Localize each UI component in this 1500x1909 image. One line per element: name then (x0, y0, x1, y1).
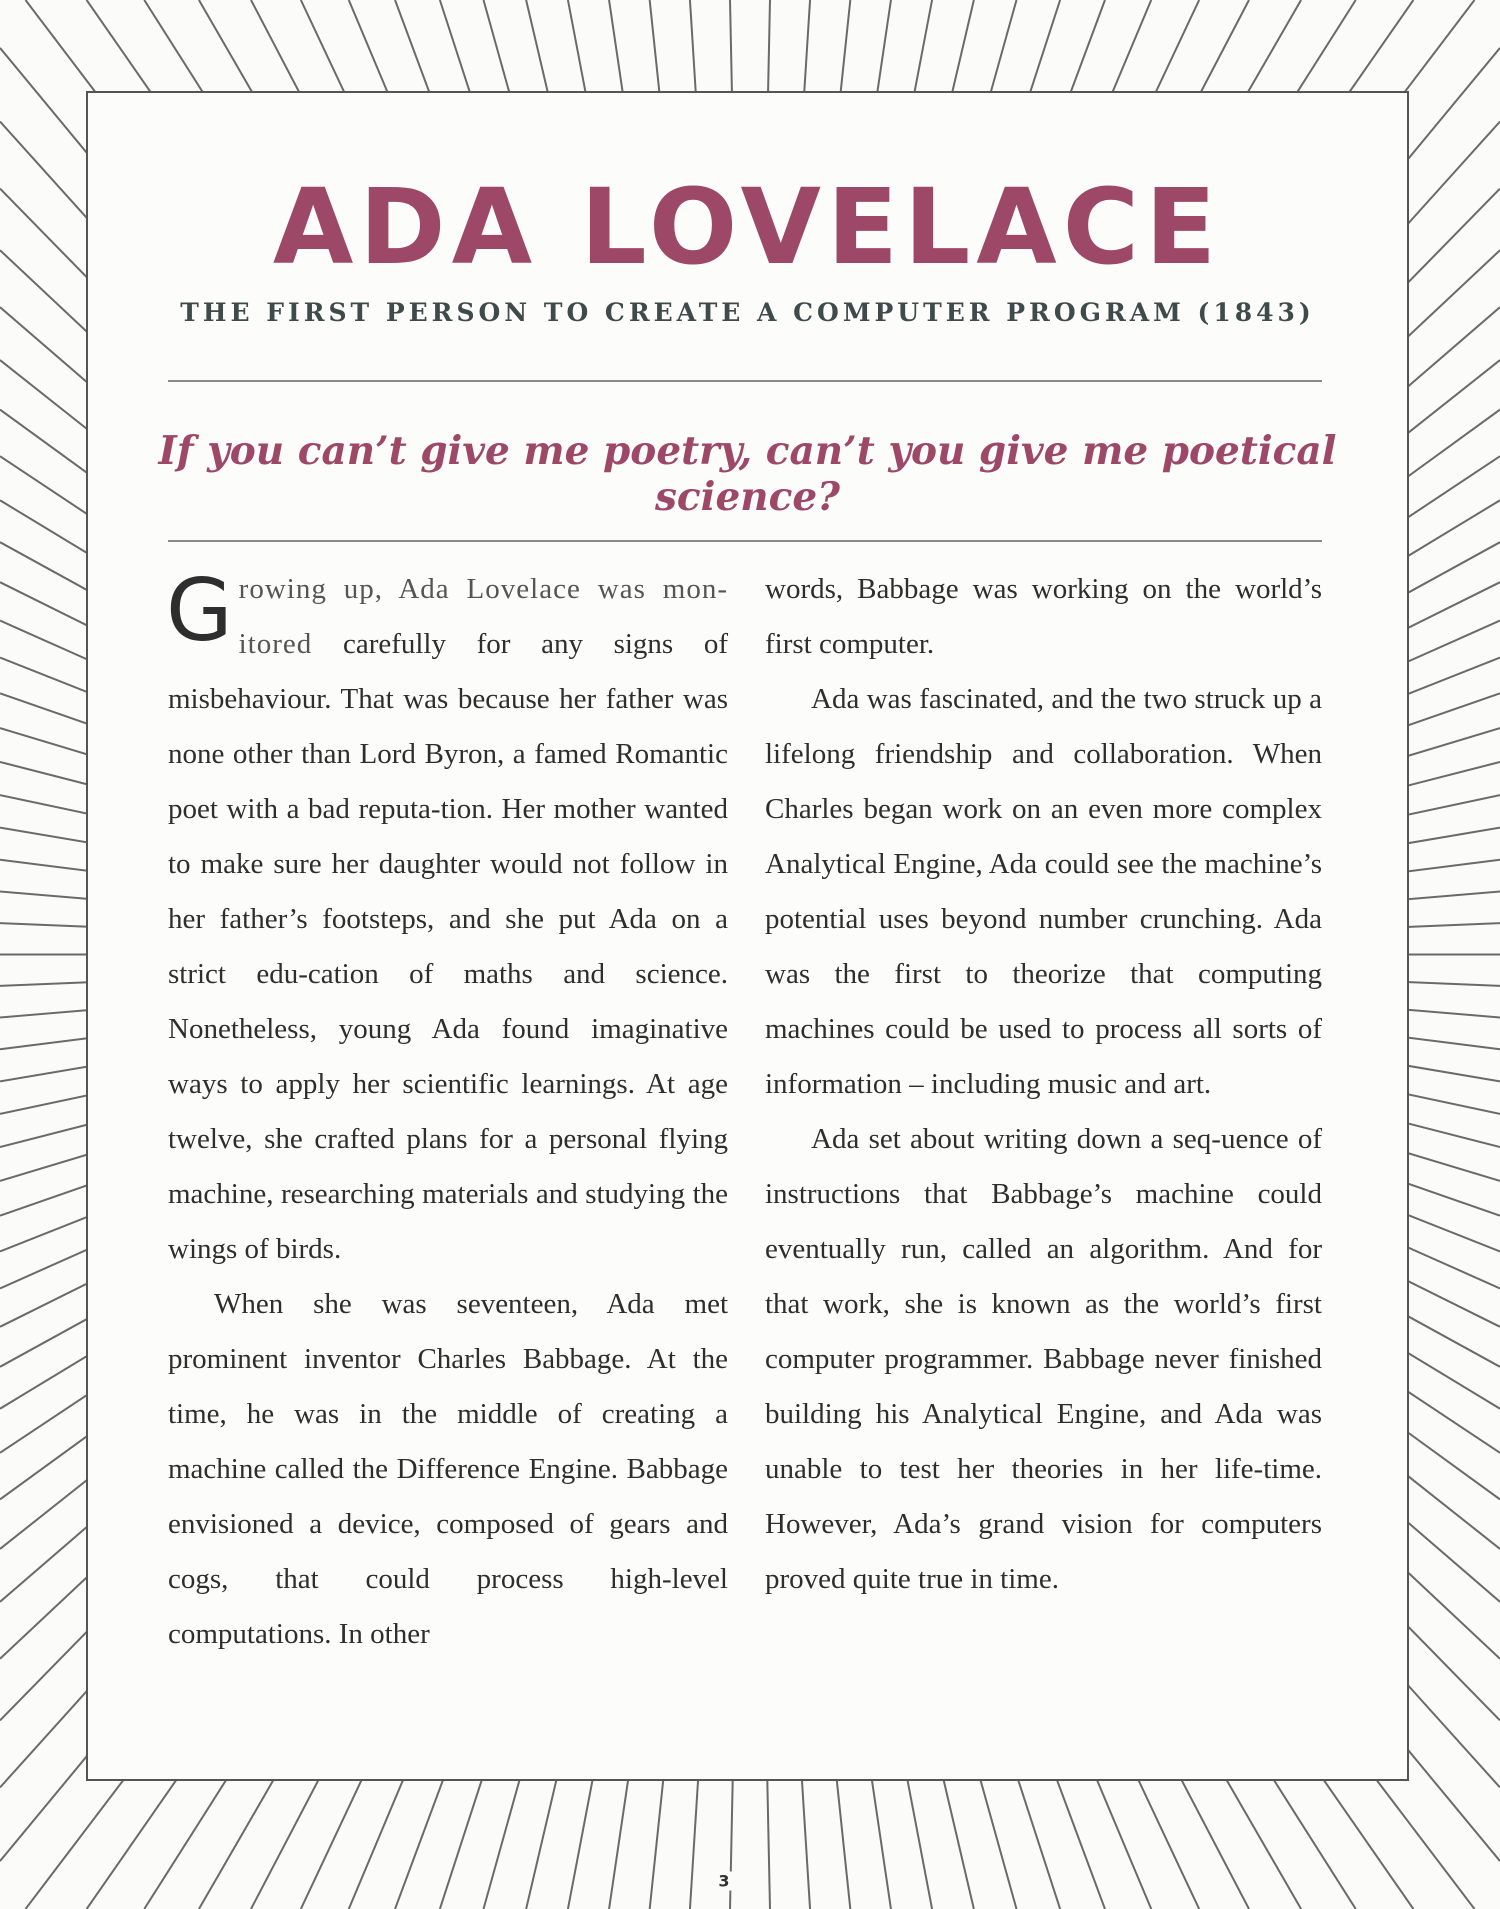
paragraph-1-text: carefully for any signs of misbehaviour. That was because her father was none other than Lord Byron, a famed Romantic poet with a bad reputa-tion. Her mother wanted to make sure her daughter would not follow in her father’s footsteps, and she put Ada on a strict edu-cation of maths and science. Nonetheless, young Ada found imaginative ways to apply her scientific learnings. At age twelve, she crafted plans for a personal flying machine, researching materials and studying the wings of birds. (168, 628, 728, 1265)
paragraph-2-continued: words, Babbage was working on the world’s first computer. (765, 573, 1322, 660)
drop-cap: G (166, 561, 233, 661)
text-column-right (765, 562, 1322, 1607)
paragraph-4: Ada set about writing down a seq-uence of instructions that Babbage’s machine could eventually run, called an algorithm. And for that work, she is known as the world’s first computer programmer. Babbage never finished building his Analytical Engine, and Ada was unable to test her theories in her life-time. However, Ada’s grand vision for computers proved quite true in time. (765, 1123, 1322, 1595)
page-panel (86, 91, 1409, 1781)
text-column-left (168, 562, 728, 1662)
page-subtitle: THE FIRST PERSON TO CREATE A COMPUTER PROGRAM (1843) (180, 298, 1315, 327)
divider-bottom (168, 540, 1322, 542)
page-title: ADA LOVELACE (272, 166, 1223, 288)
pull-quote: If you can’t give me poetry, can’t you give me poetical science? (158, 428, 1337, 520)
lead-in: rowing up, Ada Lovelace was mon-itored (238, 573, 728, 660)
paragraph-2: When she was seventeen, Ada met prominent inventor Charles Babbage. At the time, he was in the middle of creating a machine called the Difference Engine. Babbage envisioned a device, composed of gears and cogs, that could process high-level computations. In other (168, 1288, 728, 1650)
paragraph-1 (168, 562, 728, 1277)
page-number: 3 (714, 1872, 733, 1891)
paragraph-3: Ada was fascinated, and the two struck up a lifelong friendship and collaboration. When Charles began work on an even more complex Analytical Engine, Ada could see the machine’s potential uses beyond number crunching. Ada was the first to theorize that computing machines could be used to process all sorts of information – including music and art. (765, 683, 1322, 1100)
divider-top (168, 380, 1322, 382)
